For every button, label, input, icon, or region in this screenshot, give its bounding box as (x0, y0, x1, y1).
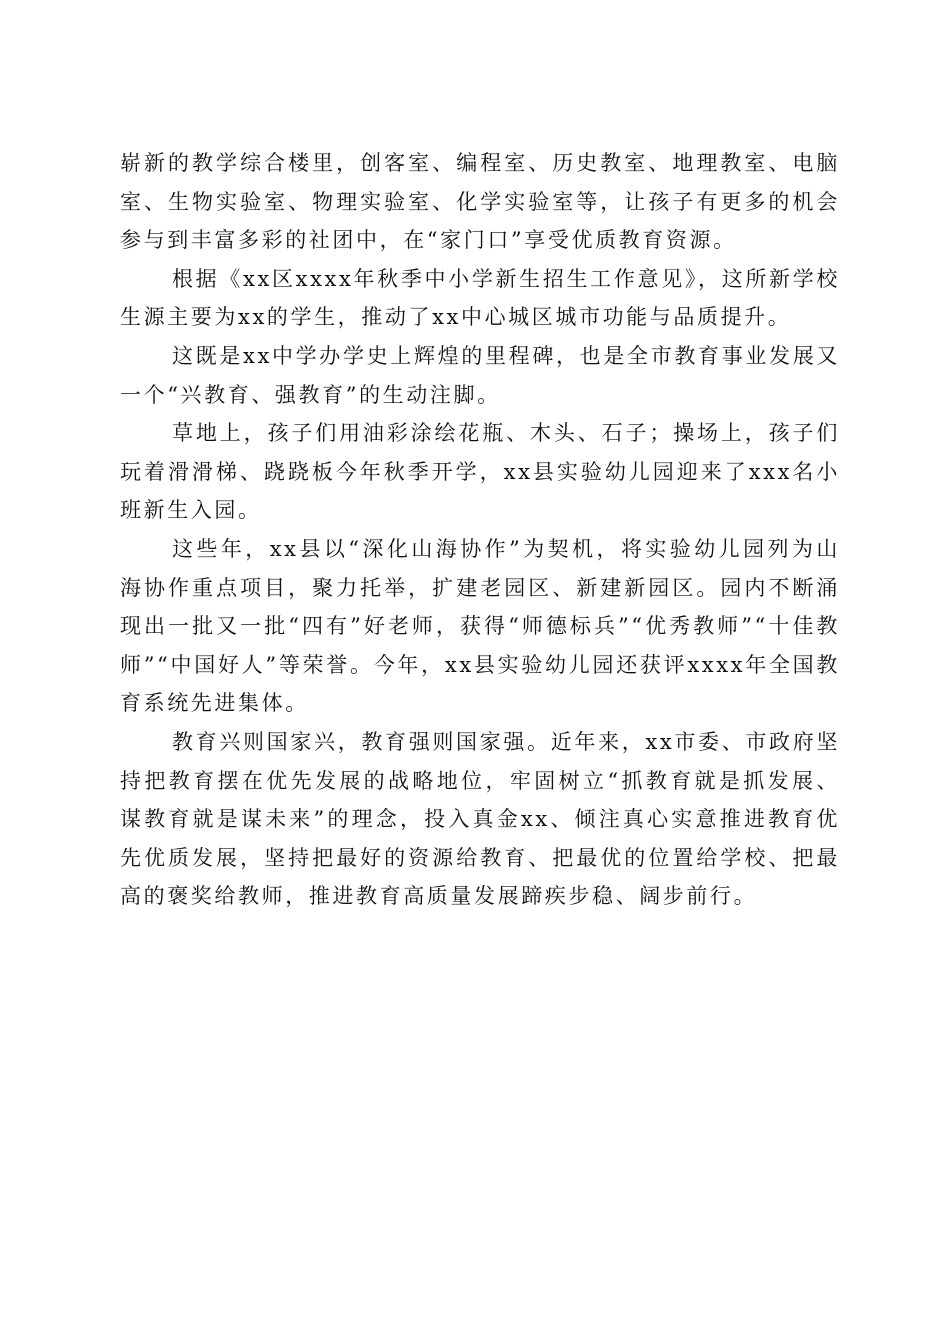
paragraph-5: 这些年，xx县以“深化山海协作”为契机，将实验幼儿园列为山海协作重点项目，聚力托举，扩建老园区、新建新园区。园内不断涌现出一批又一批“四有”好老师，获得“师德标兵”“优秀教师”“十佳教师”“中国好人”等荣誉。今年，xx县实验幼儿园还获评xxxx年全国教育系统先进集体。 (120, 536, 840, 716)
paragraph-1: 崭新的教学综合楼里，创客室、编程室、历史教室、地理教室、电脑室、生物实验室、物理实验室、化学实验室等，让孩子有更多的机会参与到丰富多彩的社团中，在“家门口”享受优质教育资源。 (120, 151, 840, 253)
paragraph-2: 根据《xx区xxxx年秋季中小学新生招生工作意见》，这所新学校生源主要为xx的学生，推动了xx中心城区城市功能与品质提升。 (120, 266, 840, 330)
paragraph-3: 这既是xx中学办学史上辉煌的里程碑，也是全市教育事业发展又一个“兴教育、强教育”的生动注脚。 (120, 343, 840, 407)
paragraph-6: 教育兴则国家兴，教育强则国家强。近年来，xx市委、市政府坚持把教育摆在优先发展的战略地位，牢固树立“抓教育就是抓发展、谋教育就是谋未来”的理念，投入真金xx、倾注真心实意推进教育优先优质发展，坚持把最好的资源给教育、把最优的位置给学校、把最高的褒奖给教师，推进教育高质量发展蹄疾步稳、阔步前行。 (120, 729, 840, 909)
document-body (120, 144, 840, 916)
paragraph-4: 草地上，孩子们用油彩涂绘花瓶、木头、石子；操场上，孩子们玩着滑滑梯、跷跷板今年秋季开学，xx县实验幼儿园迎来了xxx名小班新生入园。 (120, 421, 840, 523)
